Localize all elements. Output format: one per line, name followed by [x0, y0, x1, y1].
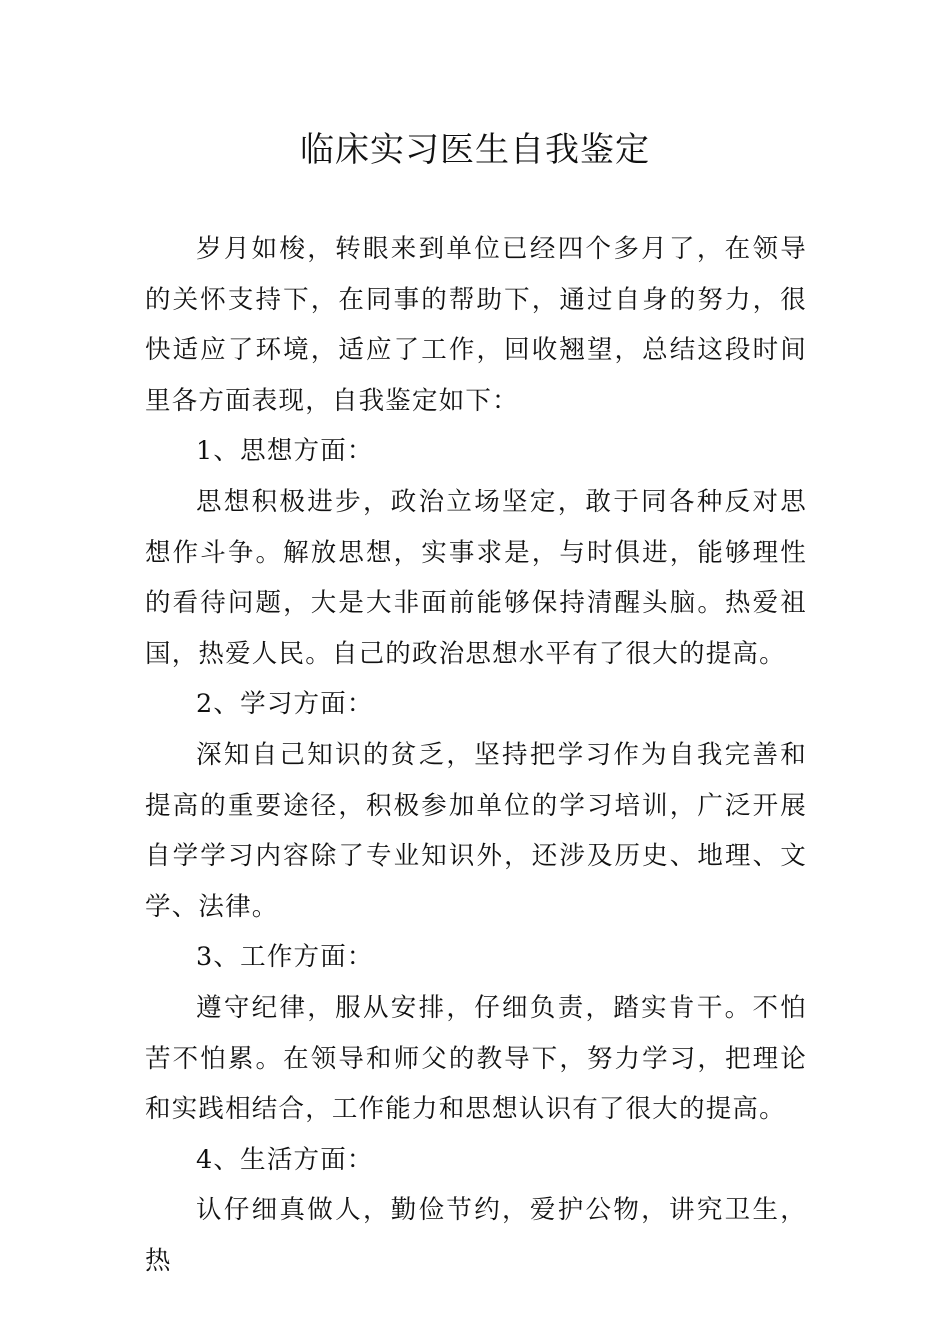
document-title: 临床实习医生自我鉴定	[300, 130, 650, 170]
section-heading-work: 3、工作方面：	[196, 942, 374, 973]
section-heading-life: 4、生活方面：	[196, 1144, 374, 1175]
section-heading-thought: 1、思想方面：	[196, 436, 374, 467]
section-heading-study: 2、学习方面：	[196, 689, 374, 720]
study-paragraph: 深知自己知识的贫乏，坚持把学习作为自我完善和提高的重要途径，积极参加单位的学习培训，广泛开展自学学习内容除了专业知识外，还涉及历史、地理、文学、法律。	[145, 739, 807, 922]
thought-paragraph: 思想积极进步，政治立场坚定，敢于同各种反对思想作斗争。解放思想，实事求是，与时俱进，能够理性的看待问题，大是大非面前能够保持清醒头脑。热爱祖国，热爱人民。自己的政治思想水平有了很大的提高。	[145, 486, 807, 669]
work-paragraph: 遵守纪律，服从安排，仔细负责，踏实肯干。不怕苦不怕累。在领导和师父的教导下，努力学习，把理论和实践相结合，工作能力和思想认识有了很大的提高。	[145, 992, 807, 1125]
document-body	[145, 224, 807, 1286]
intro-paragraph: 岁月如梭，转眼来到单位已经四个多月了，在领导的关怀支持下，在同事的帮助下，通过自身的努力，很快适应了环境，适应了工作，回收翘望，总结这段时间里各方面表现，自我鉴定如下：	[145, 234, 807, 416]
life-paragraph: 认仔细真做人，勤俭节约，爱护公物，讲究卫生，热	[145, 1195, 807, 1276]
